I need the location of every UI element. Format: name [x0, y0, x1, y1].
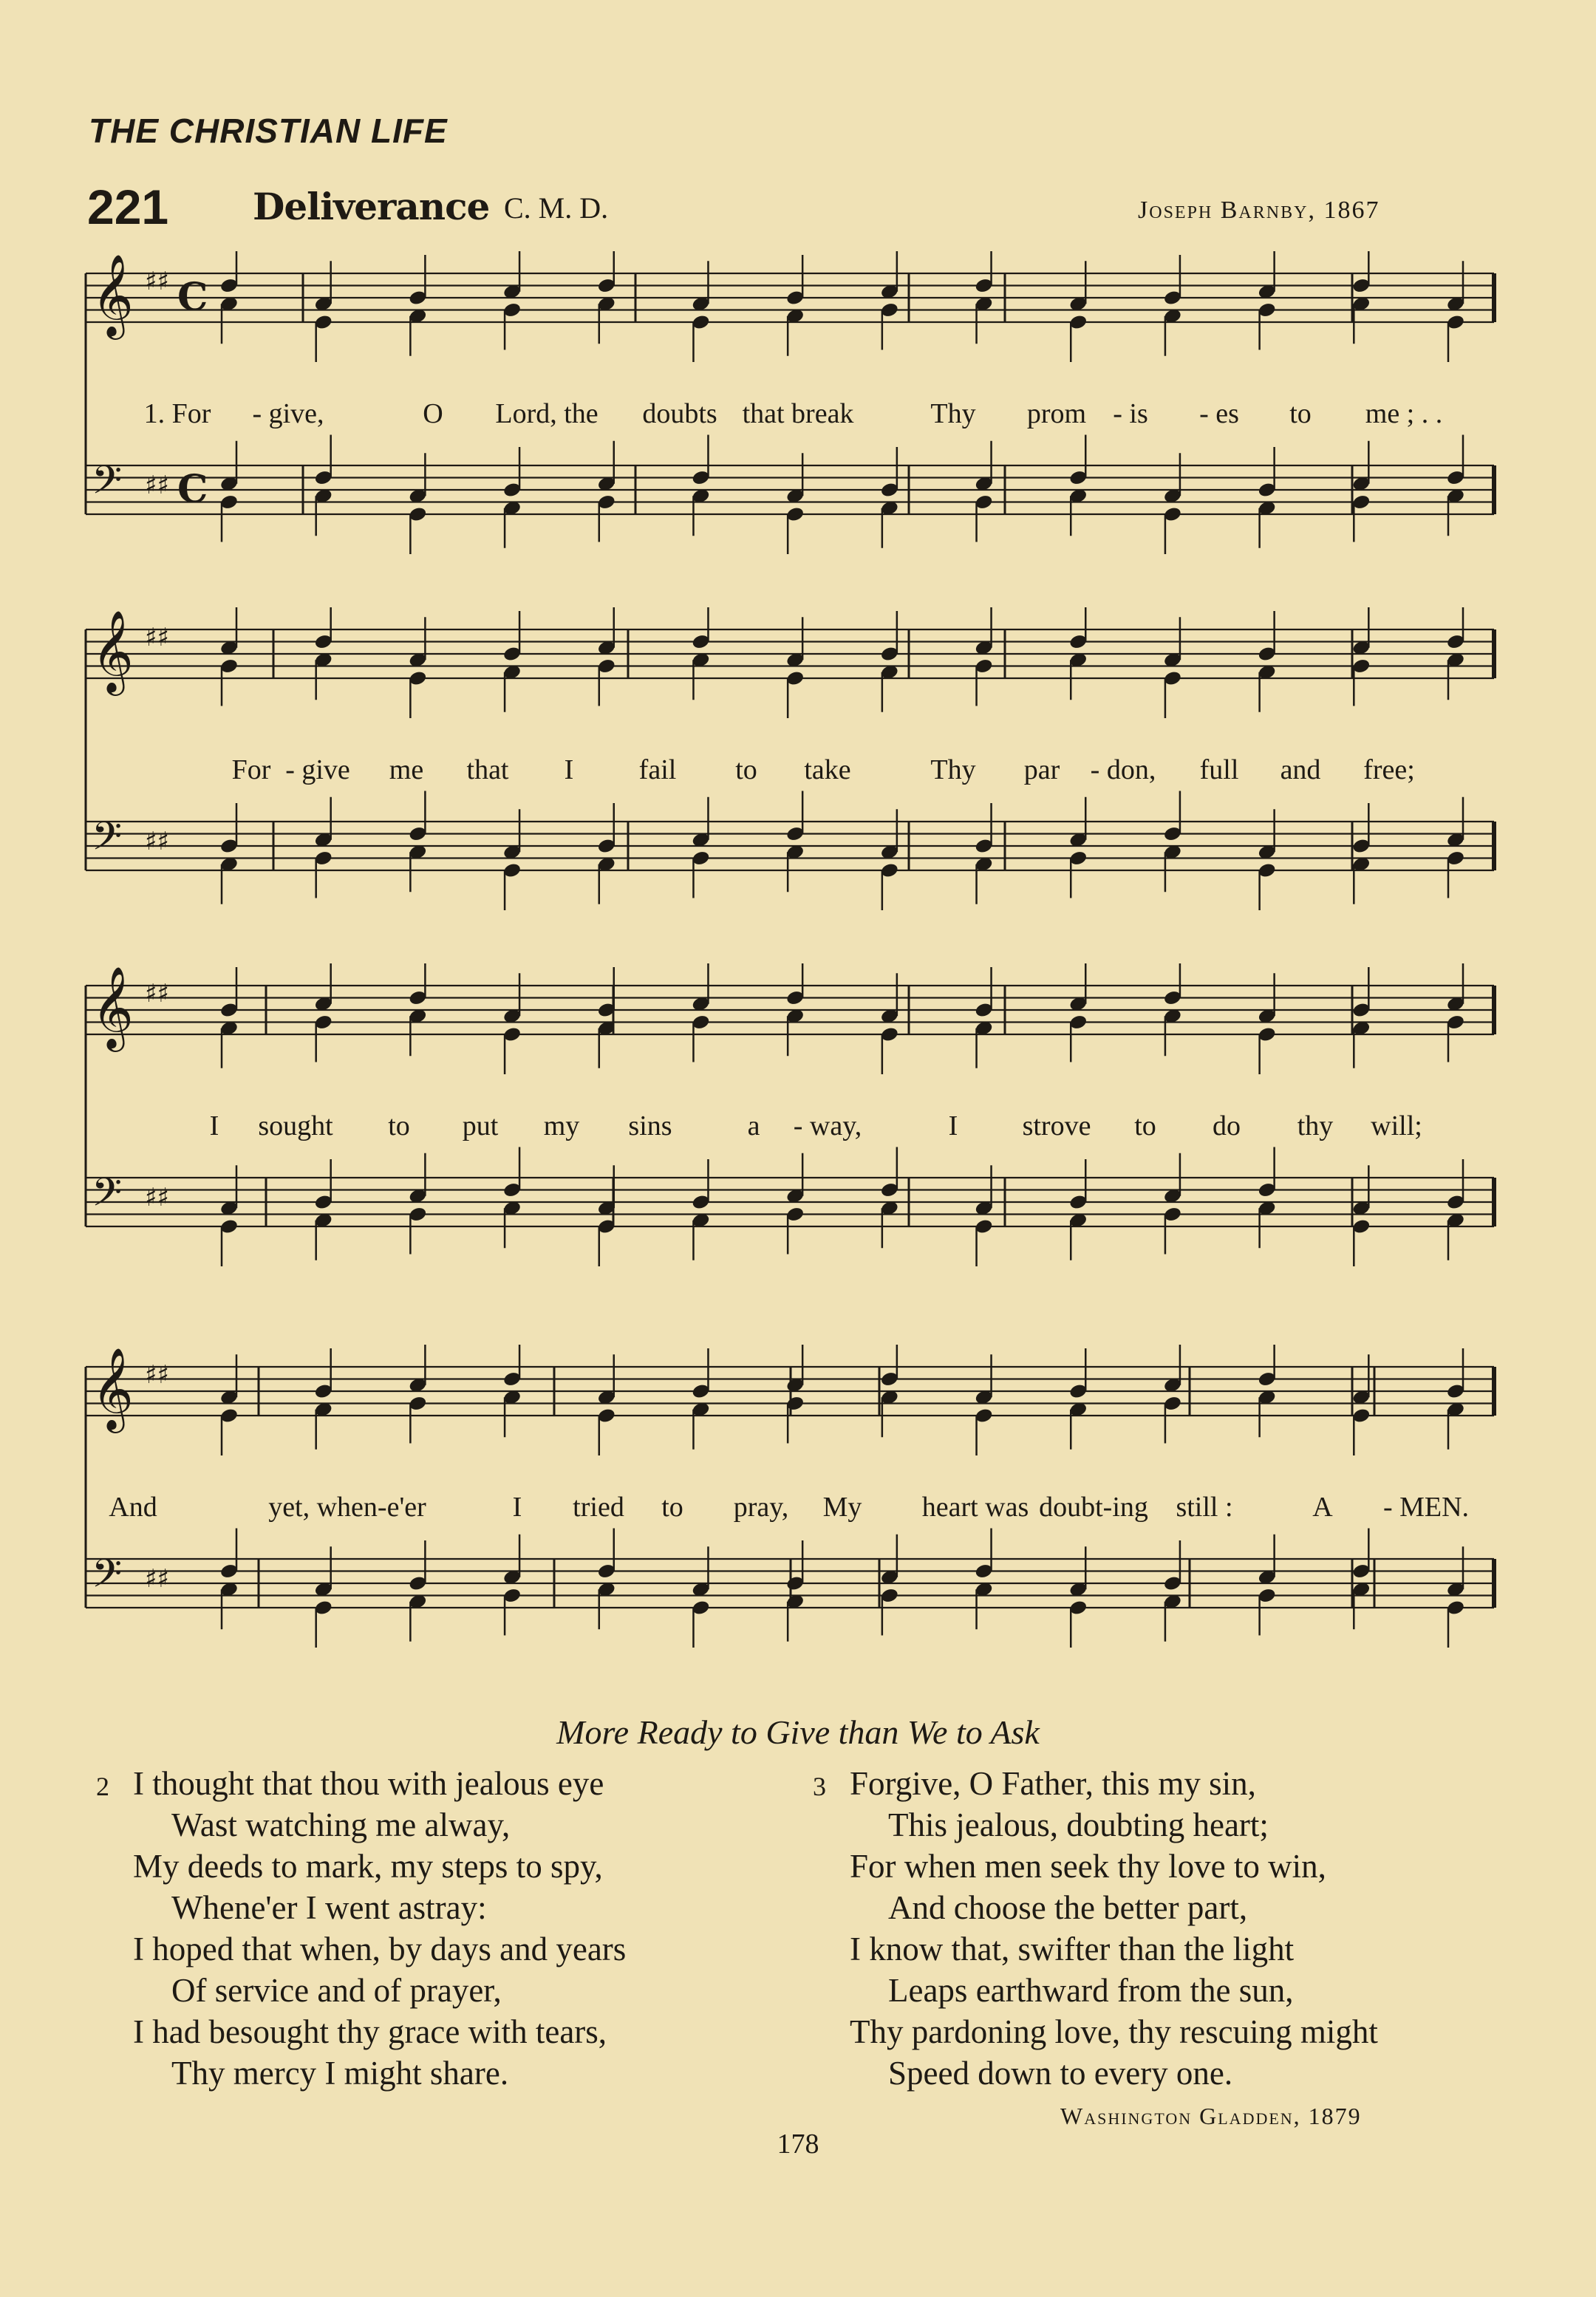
lyric-syllable: - don, [1090, 754, 1156, 785]
lyric-syllable: to [1134, 1110, 1156, 1141]
lyric-syllable: - es [1199, 398, 1239, 429]
lyric-line-2 [81, 754, 1500, 798]
treble-clef: 𝄞 [92, 610, 134, 692]
key-signature-sharps: ♯♯ [145, 1564, 169, 1594]
lyric-syllable: Lord, the [495, 398, 598, 429]
stanza-line: I know that, swifter than the light [850, 1931, 1295, 1967]
key-signature-sharps: ♯♯ [145, 1183, 169, 1212]
lyric-syllable: to [661, 1492, 683, 1523]
stanza-line: My deeds to mark, my steps to spy, [133, 1848, 603, 1885]
stanza-line: Of service and of prayer, [171, 1972, 502, 2009]
lyric-syllable: Thy [930, 398, 976, 429]
lyric-syllable: - is [1113, 398, 1148, 429]
poem-title: More Ready to Give than We to Ask [556, 1713, 1040, 1751]
lyric-syllable: do [1213, 1110, 1241, 1141]
lyric-syllable: and [1280, 754, 1321, 785]
lyric-syllable: to [1289, 398, 1312, 429]
lyric-syllable: to [735, 754, 757, 785]
page-number: 178 [777, 2129, 819, 2160]
music-system-3 [81, 963, 1500, 1274]
stanza-line: And choose the better part, [888, 1889, 1248, 1926]
hymn-number: 221 [87, 180, 169, 234]
key-signature-sharps: ♯♯ [145, 827, 169, 856]
key-signature-sharps: ♯♯ [145, 471, 169, 500]
lyric-syllable: - give, [252, 398, 324, 429]
lyric-syllable: tried [573, 1492, 624, 1523]
stanza-line: Speed down to every one. [888, 2055, 1233, 2092]
lyric-syllable: I [564, 754, 574, 785]
bass-clef: 𝄢 [92, 1170, 123, 1225]
lyric-syllable: I [948, 1110, 958, 1141]
key-signature-sharps: ♯♯ [145, 979, 169, 1008]
lyric-syllable: And [109, 1492, 157, 1523]
key-signature-sharps: ♯♯ [145, 1360, 169, 1390]
lyric-syllable: fail [638, 754, 677, 785]
lyric-syllable: free; [1363, 754, 1415, 785]
lyric-syllable: still : [1176, 1492, 1233, 1523]
lyric-syllable: sins [628, 1110, 672, 1141]
stanza-line: Leaps earthward from the sun, [888, 1972, 1294, 2009]
stanza-line: Whene'er I went astray: [171, 1889, 487, 1926]
stanza-line: Wast watching me alway, [171, 1806, 511, 1843]
treble-clef: 𝄞 [92, 1347, 134, 1430]
music-system-1 [81, 251, 1500, 562]
lyric-line-1 [81, 397, 1500, 442]
lyric-syllable: I [209, 1110, 219, 1141]
lyric-syllable: full [1199, 754, 1239, 785]
stanza-line: I thought that thou with jealous eye [133, 1765, 604, 1802]
time-signature: C [177, 275, 208, 320]
treble-clef: 𝄞 [92, 253, 134, 336]
stanza-number: 2 [96, 1772, 109, 1801]
stanza-line: For when men seek thy love to win, [850, 1848, 1326, 1885]
lyric-syllable: par [1023, 754, 1060, 785]
lyric-syllable: to [388, 1110, 410, 1141]
lyric-syllable: strove [1022, 1110, 1091, 1141]
bass-clef: 𝄢 [92, 458, 123, 513]
stanza-line: Thy pardoning love, thy rescuing might [850, 2013, 1378, 2050]
lyric-syllable: my [543, 1110, 580, 1141]
stanza-number: 3 [813, 1772, 826, 1801]
lyric-syllable: I [512, 1492, 522, 1523]
lyric-syllable: me [389, 754, 424, 785]
treble-clef: 𝄞 [92, 966, 134, 1048]
lyric-syllable: A [1312, 1492, 1333, 1523]
key-signature-sharps: ♯♯ [145, 267, 169, 296]
tune-name: Deliverance [253, 185, 490, 228]
lyric-syllable: doubt-ing [1039, 1492, 1148, 1523]
stanza-line: I hoped that when, by days and years [133, 1931, 627, 1967]
meter: C. M. D. [504, 191, 609, 225]
stanza [813, 1763, 1378, 2094]
lyric-syllable: thy [1297, 1110, 1334, 1141]
lyric-syllable: O [423, 398, 443, 429]
stanza-line: This jealous, doubting heart; [888, 1806, 1269, 1843]
lyric-syllable: put [462, 1110, 499, 1141]
bass-clef: 𝄢 [92, 1552, 123, 1606]
lyric-syllable: that break [742, 398, 854, 429]
stanza [96, 1763, 627, 2094]
lyric-syllable: - MEN. [1382, 1492, 1470, 1523]
lyric-line-3 [81, 1110, 1500, 1154]
section-title: THE CHRISTIAN LIFE [89, 112, 448, 150]
lyric-syllable: a [747, 1110, 760, 1141]
author-credit: Washington Gladden, 1879 [1060, 2103, 1362, 2129]
stanza-line: I had besought thy grace with tears, [133, 2013, 607, 2050]
lyric-syllable: - way, [793, 1110, 862, 1141]
lyric-syllable: For [231, 754, 271, 785]
stanza-line: Thy mercy I might share. [171, 2055, 509, 2092]
lyric-syllable: doubts [642, 398, 717, 429]
stanza-line: Forgive, O Father, this my sin, [850, 1765, 1256, 1802]
bass-clef: 𝄢 [92, 814, 123, 869]
lyric-syllable: will; [1371, 1110, 1422, 1141]
lyric-line-4 [81, 1491, 1500, 1535]
key-signature-sharps: ♯♯ [145, 623, 169, 652]
lyric-syllable: - give [285, 754, 350, 785]
lyric-syllable: take [804, 754, 851, 785]
time-signature: C [177, 467, 208, 512]
composer-credit: Joseph Barnby, 1867 [1138, 197, 1380, 224]
lyric-syllable: My [822, 1492, 862, 1523]
lyric-syllable: Thy [930, 754, 976, 785]
lyric-syllable: me ; . . [1365, 398, 1443, 429]
lyric-syllable: pray, [733, 1492, 789, 1523]
lyric-syllable: sought [258, 1110, 333, 1141]
lyric-syllable: yet, when-e'er [268, 1492, 426, 1523]
lyric-syllable: that [466, 754, 509, 785]
lyric-syllable: heart was [921, 1492, 1029, 1523]
lyric-syllable: prom [1026, 398, 1087, 429]
music-system-2 [81, 607, 1500, 918]
lyric-syllable: 1. For [143, 398, 211, 429]
music-system-4 [81, 1345, 1500, 1655]
